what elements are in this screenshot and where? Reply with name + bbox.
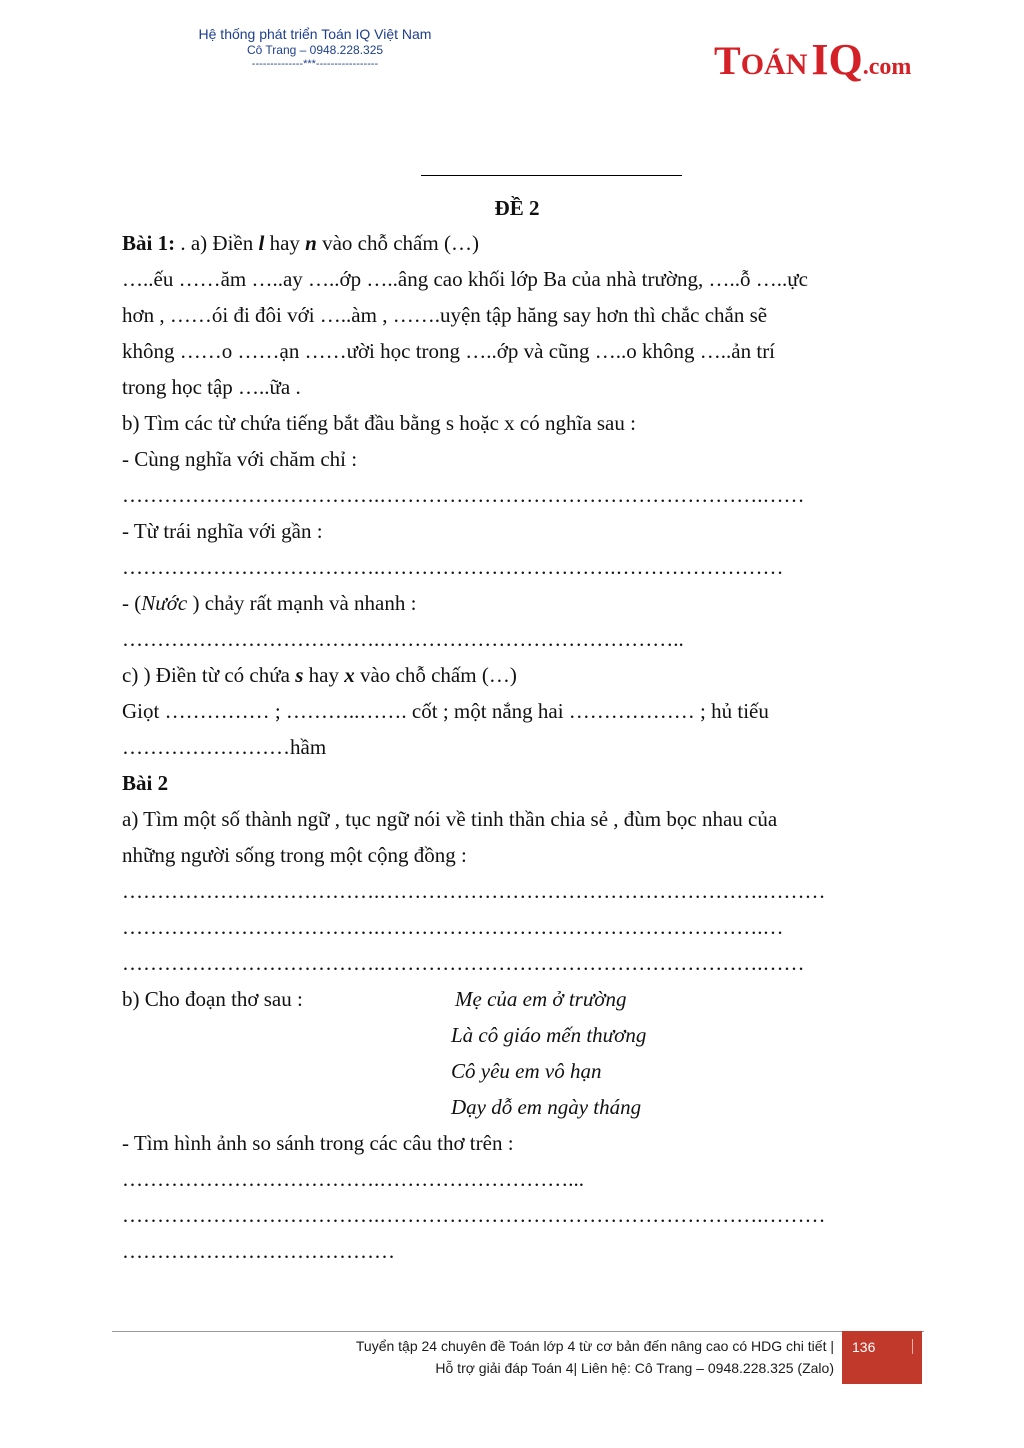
- exercise-line: a) Tìm một số thành ngữ , tục ngữ nói về tinh thần chia sẻ , đùm bọc nhau của: [122, 807, 778, 831]
- answer-dots: ……………………………….……………………………………………….………: [122, 879, 826, 903]
- page-box-divider: [912, 1339, 913, 1354]
- header-org-name: Hệ thống phát triển Toán IQ Việt Nam: [198, 26, 432, 42]
- answer-dots: ……………………………….………………………...: [122, 1167, 584, 1191]
- footer-contact: Hỗ trợ giải đáp Toán 4| Liên hệ: Cô Trang – 0948.228.325 (Zalo): [435, 1360, 834, 1376]
- answer-dots: ……………………………….……………………………………………….………: [122, 1203, 826, 1227]
- question-item: - (Nước ) chảy rất mạnh và nhanh :: [122, 591, 417, 615]
- poem-line: [122, 981, 922, 1017]
- page-header: [170, 26, 460, 71]
- exercise-line: không ……o ……ạn ……ười học trong …..ớp và cũng …..o không …..ản trí: [122, 339, 776, 363]
- answer-dots: …………………………………: [122, 1239, 395, 1263]
- bai2-b-label: b) Cho đoạn thơ sau :: [122, 987, 303, 1011]
- bai1-b-heading: b) Tìm các từ chứa tiếng bắt đầu bằng s hoặc x có nghĩa sau :: [122, 411, 636, 435]
- poem-verse: Dạy dỗ em ngày tháng: [451, 1095, 642, 1119]
- document-body: [122, 225, 922, 1269]
- answer-dots: ……………………………….……………………………………………….…: [122, 915, 784, 939]
- answer-dots: ……………………………….……………………………………………….……: [122, 951, 805, 975]
- poem-verse: Cô yêu em vô hạn: [451, 1059, 602, 1083]
- bai1-c-heading: c) ) Điền từ có chứa s hay x vào chỗ chấm (…): [122, 663, 517, 687]
- exercise-line: ……………………hầm: [122, 735, 327, 759]
- question-item: - Cùng nghĩa với chăm chỉ :: [122, 447, 358, 471]
- answer-dots: ……………………………….……………………………………..: [122, 627, 684, 651]
- header-divider: --------------***-----------------: [251, 58, 379, 70]
- exercise-line: những người sống trong một cộng đồng :: [122, 843, 467, 867]
- poem-verse: Mẹ của em ở trường: [455, 987, 627, 1011]
- answer-dots: ……………………………….…………………………….……………………: [122, 555, 784, 579]
- page-number: 136: [852, 1339, 876, 1355]
- toaniq-logo: TOÁN IQ.com: [714, 35, 912, 84]
- exercise-line: …..ếu ……ăm …..ay …..ớp …..âng cao khối lớp Ba của nhà trường, …..ỗ …..ực: [122, 267, 808, 291]
- answer-dots: ……………………………….……………………………………………….……: [122, 483, 805, 507]
- bai1-heading: Bài 1: . a) Điền l hay n vào chỗ chấm (…): [122, 231, 479, 255]
- poem-line: [122, 1017, 922, 1053]
- exercise-line: Giọt …………… ; ………..……. cốt ; một nắng hai ……………… ; hủ tiếu: [122, 699, 769, 723]
- poem-verse: Là cô giáo mến thương: [451, 1023, 647, 1047]
- header-contact: Cô Trang – 0948.228.325: [246, 43, 384, 57]
- page-number-box: [842, 1331, 922, 1384]
- poem-line: [122, 1053, 922, 1089]
- footer-rule: [112, 1331, 924, 1332]
- title-rule: [421, 175, 682, 176]
- poem-line: [122, 1089, 922, 1125]
- question-item: - Tìm hình ảnh so sánh trong các câu thơ trên :: [122, 1131, 514, 1155]
- question-item: - Từ trái nghĩa với gần :: [122, 519, 323, 543]
- bai2-heading: Bài 2: [122, 771, 169, 795]
- exercise-line: hơn , ……ói đi đôi với …..àm , …….uyện tập hăng say hơn thì chắc chắn sẽ: [122, 303, 768, 327]
- page-title: ĐỀ 2: [494, 196, 540, 220]
- exercise-line: trong học tập …..ữa .: [122, 375, 301, 399]
- footer-title: Tuyển tập 24 chuyên đề Toán lớp 4 từ cơ bản đến nâng cao có HDG chi tiết |: [355, 1338, 834, 1354]
